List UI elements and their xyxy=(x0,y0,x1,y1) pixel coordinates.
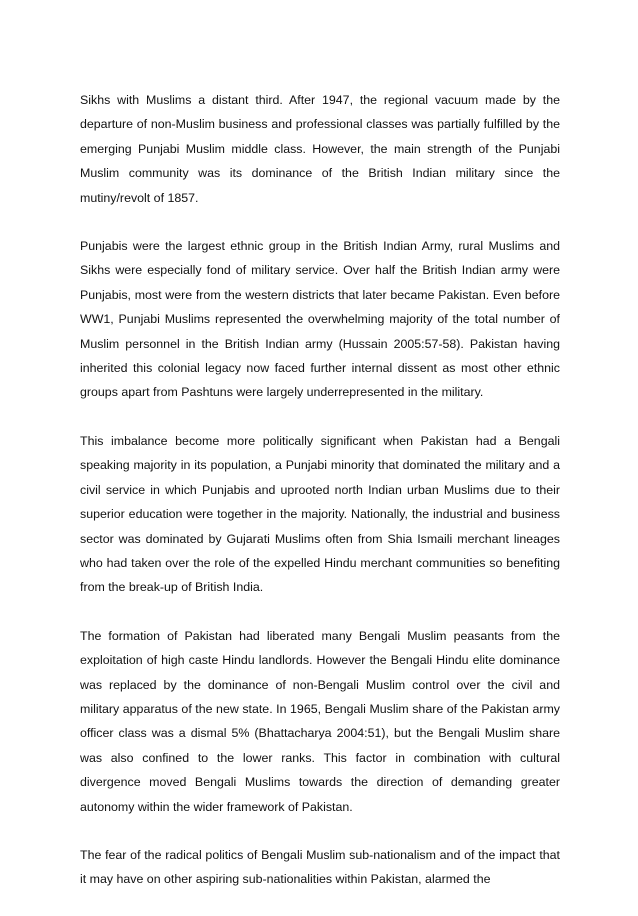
paragraph-5: The fear of the radical politics of Bengali Muslim sub-nationalism and of the impact that it may have on other aspiring sub-nationalities within Pakistan, alarmed the xyxy=(80,847,560,887)
paragraph-4: The formation of Pakistan had liberated many Bengali Muslim peasants from the exploitation of high caste Hindu landlords. However the Bengali Hindu elite dominance was replaced by the dominance of non-Bengali Muslim control over the civil and military apparatus of the new state. In 1965, Bengali Muslim share of the Pakistan army officer class was a dismal 5% (Bhattacharya 2004:51), but the Bengali Muslim share was also confined to the lower ranks. This factor in combination with cultural divergence moved Bengali Muslims towards the direction of demanding greater autonomy within the wider framework of Pakistan. xyxy=(80,628,560,814)
document-page xyxy=(80,88,560,916)
paragraph-1: Sikhs with Muslims a distant third. After 1947, the regional vacuum made by the departure of non-Muslim business and professional classes was partially fulfilled by the emerging Punjabi Muslim middle class. However, the main strength of the Punjabi Muslim community was its dominance of the British Indian military since the mutiny/revolt of 1857. xyxy=(80,93,560,205)
paragraph-3: This imbalance become more politically significant when Pakistan had a Bengali speaking majority in its population, a Punjabi minority that dominated the military and a civil service in which Punjabis and uprooted north Indian urban Muslims due to their superior education were together in the majority. Nationally, the industrial and business sector was dominated by Gujarati Muslims often from Shia Ismaili merchant lineages who had taken over the role of the expelled Hindu merchant communities so benefiting from the break-up of British India. xyxy=(80,433,560,595)
paragraph-2: Punjabis were the largest ethnic group in the British Indian Army, rural Muslims and Sikhs were especially fond of military service. Over half the British Indian army were Punjabis, most were from the western districts that later became Pakistan. Even before WW1, Punjabi Muslims represented the overwhelming majority of the total number of Muslim personnel in the British Indian army (Hussain 2005:57-58). Pakistan having inherited this colonial legacy now faced further internal dissent as most other ethnic groups apart from Pashtuns were largely underrepresented in the military. xyxy=(80,239,560,400)
